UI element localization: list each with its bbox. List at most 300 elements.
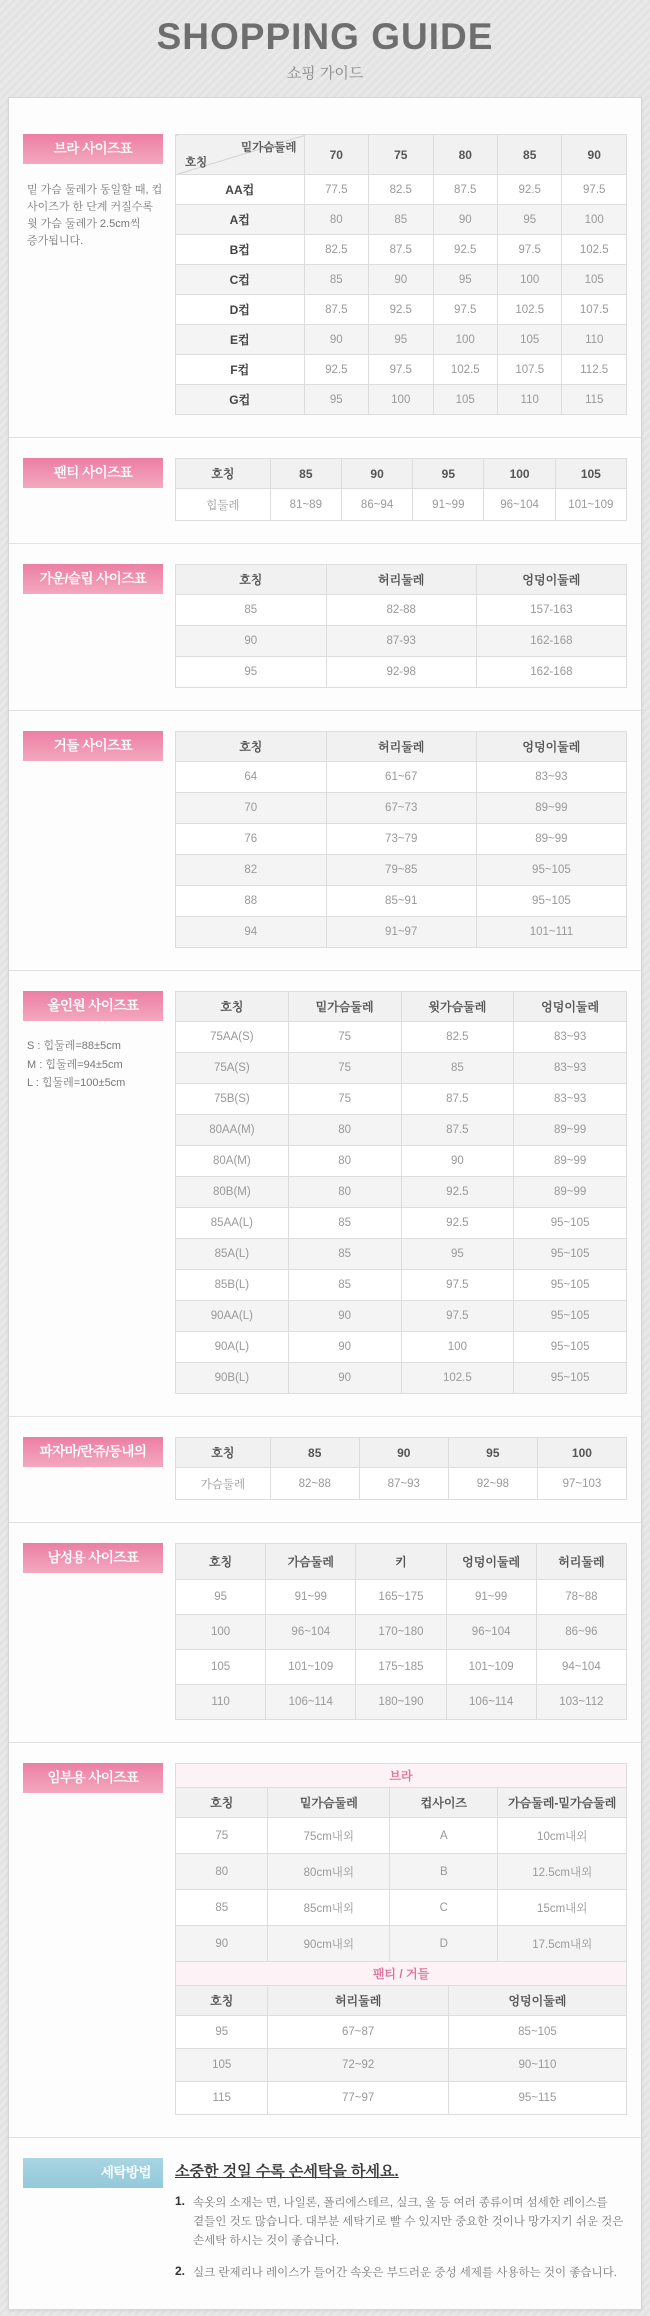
table-header-row [176, 1438, 627, 1468]
table-subtitle: 팬티 / 거들 [176, 1962, 627, 1986]
table-cell: 105 [176, 2049, 268, 2082]
table-cell: 87.5 [401, 1084, 514, 1115]
column-header: 90 [359, 1438, 448, 1468]
column-header: 100 [537, 1438, 626, 1468]
table-cell: 힙둘레 [176, 489, 271, 521]
table-cell: 90 [176, 626, 327, 657]
bra-size-table [175, 134, 627, 415]
table-cell: 79~85 [326, 855, 476, 886]
column-header: 엉덩이둘레 [446, 1544, 536, 1580]
table-cell: 89~99 [514, 1115, 627, 1146]
table-cell: 95~105 [514, 1301, 627, 1332]
wash-item [175, 2194, 627, 2251]
table-cell: 90 [176, 1926, 268, 1962]
table-cell: 83~93 [514, 1022, 627, 1053]
table-row [176, 1363, 627, 1394]
table-cell: 90 [433, 205, 497, 235]
table-row [176, 1818, 627, 1854]
table-cell: 91~99 [413, 489, 484, 521]
table-cell: 90 [369, 265, 433, 295]
section-panty [23, 458, 627, 521]
table-cell: 92~98 [448, 1468, 537, 1500]
table-cell: 67~73 [326, 793, 476, 824]
row-label: AA컵 [176, 175, 305, 205]
page-title: SHOPPING GUIDE [156, 16, 494, 57]
table-cell: 67~87 [268, 2016, 448, 2049]
table-cell: 112.5 [562, 355, 627, 385]
section-allinone [23, 991, 627, 1394]
table-cell: 157-163 [476, 595, 626, 626]
table-cell: 92.5 [433, 235, 497, 265]
section-label-maternity: 임부용 사이즈표 [23, 1763, 163, 1793]
column-header: 호칭 [176, 1544, 266, 1580]
table-cell: 75 [288, 1084, 401, 1115]
table-cell: 100 [369, 385, 433, 415]
table-cell: 가슴둘레 [176, 1468, 271, 1500]
table-cell: 85 [176, 595, 327, 626]
column-header: 90 [562, 135, 627, 175]
table-cell: 100 [497, 265, 561, 295]
table-cell: 106~114 [266, 1685, 356, 1720]
table-cell: 97.5 [401, 1270, 514, 1301]
gown-slip-size-table [175, 564, 627, 688]
table-cell: 101~111 [476, 917, 626, 948]
table-cell: 85~91 [326, 886, 476, 917]
table-cell: 95~105 [514, 1332, 627, 1363]
table-row [176, 1890, 627, 1926]
table-row [176, 855, 627, 886]
section-label-pajama: 파자마/란쥬/동내의 [23, 1437, 163, 1467]
table-cell: 89~99 [514, 1146, 627, 1177]
table-cell: 105 [176, 1650, 266, 1685]
table-cell: 97.5 [401, 1301, 514, 1332]
table-cell: 100 [433, 325, 497, 355]
table-cell: 78~88 [536, 1580, 626, 1615]
table-cell: 85 [288, 1270, 401, 1301]
table-cell: 85 [369, 205, 433, 235]
table-cell: 80 [288, 1177, 401, 1208]
table-cell: 83~93 [514, 1053, 627, 1084]
table-cell: 80AA(M) [176, 1115, 289, 1146]
table-cell: 82-88 [326, 595, 476, 626]
section-divider [9, 543, 641, 544]
allinone-size-table [175, 991, 627, 1394]
table-header-row [176, 565, 627, 595]
table-cell: 95~105 [514, 1363, 627, 1394]
row-label: F컵 [176, 355, 305, 385]
column-header: 호칭 [176, 1788, 268, 1818]
table-row [176, 1022, 627, 1053]
table-row [176, 1301, 627, 1332]
table-row [176, 1854, 627, 1890]
table-cell: D [390, 1926, 498, 1962]
row-label: E컵 [176, 325, 305, 355]
table-cell: 91~99 [266, 1580, 356, 1615]
table-cell: 75 [288, 1022, 401, 1053]
table-cell: 102.5 [497, 295, 561, 325]
column-header: 엉덩이둘레 [448, 1986, 626, 2016]
table-cell: 61~67 [326, 762, 476, 793]
table-header-row [176, 1544, 627, 1580]
table-cell: 87.5 [433, 175, 497, 205]
table-cell: 80B(M) [176, 1177, 289, 1208]
table-row [176, 793, 627, 824]
table-cell: 82.5 [304, 235, 368, 265]
table-cell: 95 [304, 385, 368, 415]
table-cell: 88 [176, 886, 327, 917]
table-row [176, 1926, 627, 1962]
table-cell: 80 [288, 1146, 401, 1177]
column-header: 90 [341, 459, 412, 489]
column-header: 윗가슴둘레 [401, 992, 514, 1022]
table-cell: 86~96 [536, 1615, 626, 1650]
table-subtitle: 브라 [176, 1764, 627, 1788]
column-header: 85 [497, 135, 561, 175]
column-header: 밑가슴둘레 [288, 992, 401, 1022]
table-cell: 97.5 [433, 295, 497, 325]
table-row [176, 235, 627, 265]
table-header-row [176, 732, 627, 762]
table-cell: 81~89 [270, 489, 341, 521]
allinone-note-s: S : 힙둘레=88±5cm [27, 1040, 121, 1052]
table-row [176, 626, 627, 657]
table-row [176, 1177, 627, 1208]
column-header: 95 [448, 1438, 537, 1468]
table-cell: 89~99 [476, 793, 626, 824]
table-cell: 94 [176, 917, 327, 948]
wash-item-number: 2. [175, 2263, 186, 2278]
table-cell: 83~93 [476, 762, 626, 793]
table-row [176, 1685, 627, 1720]
column-header: 호칭 [176, 459, 271, 489]
table-cell: 75cm내외 [268, 1818, 390, 1854]
table-cell: 87~93 [359, 1468, 448, 1500]
bra-note: 밑 가슴 둘레가 동일할 때, 컵 사이즈가 한 단계 커질수록 윗 가슴 둘레가 2.5cm씩 증가됩니다. [27, 184, 163, 248]
table-cell: 85cm내외 [268, 1890, 390, 1926]
table-cell: 82.5 [401, 1022, 514, 1053]
diagonal-header-top-label: 밑가슴둘레 [240, 142, 297, 154]
column-header: 70 [304, 135, 368, 175]
table-cell: A [390, 1818, 498, 1854]
table-subtitle-row [176, 1764, 627, 1788]
column-header: 100 [484, 459, 555, 489]
table-cell: 97.5 [562, 175, 627, 205]
wash-item-text: 속옷의 소재는 면, 나일론, 폴리에스테르, 실크, 울 등 여러 종류이며 섬세한 레이스를 곁들인 것도 많습니다. 대부분 세탁기로 빨 수 있지만 중요한 것이나 망가지기 쉬운 것은 손세탁 하시는 것이 좋습니다. [193, 2197, 624, 2247]
table-row [176, 175, 627, 205]
table-cell: 100 [401, 1332, 514, 1363]
table-cell: 95~105 [514, 1270, 627, 1301]
column-header: 95 [413, 459, 484, 489]
table-cell: 90 [288, 1363, 401, 1394]
table-cell: 83~93 [514, 1084, 627, 1115]
table-row [176, 2082, 627, 2115]
table-cell: 105 [497, 325, 561, 355]
section-pajama [23, 1437, 627, 1500]
column-header: 105 [555, 459, 626, 489]
table-cell: 103~112 [536, 1685, 626, 1720]
column-header: 엉덩이둘레 [476, 732, 626, 762]
table-cell: 97~103 [537, 1468, 626, 1500]
section-label-girdle: 거들 사이즈표 [23, 731, 163, 761]
table-cell: 92.5 [401, 1208, 514, 1239]
table-cell: 95 [401, 1239, 514, 1270]
table-cell: 87.5 [304, 295, 368, 325]
row-label: A컵 [176, 205, 305, 235]
table-row [176, 1468, 627, 1500]
section-label-allinone: 올인원 사이즈표 [23, 991, 163, 1021]
wash-title: 소중한 것일 수록 손세탁을 하세요. [175, 2163, 399, 2180]
table-cell: 90AA(L) [176, 1301, 289, 1332]
diagonal-header-bottom-label: 호칭 [185, 157, 208, 169]
table-row [176, 1084, 627, 1115]
table-cell: 95 [433, 265, 497, 295]
section-bra-side [23, 134, 175, 250]
table-row [176, 1615, 627, 1650]
table-row [176, 1208, 627, 1239]
table-cell: 101~109 [446, 1650, 536, 1685]
table-row [176, 355, 627, 385]
column-header: 가슴둘레 [266, 1544, 356, 1580]
table-row [176, 2016, 627, 2049]
column-header: 허리둘레 [326, 565, 476, 595]
table-cell: 95~115 [448, 2082, 626, 2115]
row-label: C컵 [176, 265, 305, 295]
table-row [176, 1115, 627, 1146]
wash-item-text: 실크 란제리나 레이스가 들어간 속옷은 부드러운 중성 세제를 사용하는 것이 좋습니다. [193, 2266, 617, 2279]
table-cell: 85 [288, 1239, 401, 1270]
table-cell: 162-168 [476, 657, 626, 688]
table-header-row [176, 459, 627, 489]
table-cell: 75AA(S) [176, 1022, 289, 1053]
section-divider [9, 1742, 641, 1743]
table-row [176, 325, 627, 355]
table-cell: 180~190 [356, 1685, 446, 1720]
table-cell: 72~92 [268, 2049, 448, 2082]
table-cell: 110 [562, 325, 627, 355]
column-header: 엉덩이둘레 [476, 565, 626, 595]
table-cell: 85 [176, 1890, 268, 1926]
table-cell: 165~175 [356, 1580, 446, 1615]
table-cell: 82 [176, 855, 327, 886]
table-cell: 115 [176, 2082, 268, 2115]
table-cell: B [390, 1854, 498, 1890]
wash-item [175, 2264, 627, 2283]
section-label-gown-slip: 가운/슬립 사이즈표 [23, 564, 163, 594]
table-cell: 75 [176, 1818, 268, 1854]
table-cell: 92.5 [369, 295, 433, 325]
section-girdle [23, 731, 627, 948]
table-cell: 17.5cm내외 [498, 1926, 627, 1962]
table-cell: 90B(L) [176, 1363, 289, 1394]
table-cell: 90 [288, 1332, 401, 1363]
table-cell: 85~105 [448, 2016, 626, 2049]
table-row [176, 385, 627, 415]
table-cell: 87.5 [401, 1115, 514, 1146]
table-row [176, 1053, 627, 1084]
table-cell: 95~105 [514, 1239, 627, 1270]
table-cell: 95 [497, 205, 561, 235]
table-cell: 95~105 [476, 855, 626, 886]
table-cell: 70 [176, 793, 327, 824]
allinone-note-l: L : 힙둘레=100±5cm [27, 1077, 126, 1090]
table-row [176, 1580, 627, 1615]
table-cell: 95 [369, 325, 433, 355]
table-cell: 82.5 [369, 175, 433, 205]
table-cell: 115 [562, 385, 627, 415]
table-row [176, 2049, 627, 2082]
table-cell: 102.5 [433, 355, 497, 385]
table-cell: 95~105 [514, 1208, 627, 1239]
table-header-row [176, 992, 627, 1022]
table-cell: 90 [304, 325, 368, 355]
row-label: D컵 [176, 295, 305, 325]
table-cell: 80A(M) [176, 1146, 289, 1177]
section-divider [9, 437, 641, 438]
table-row [176, 1239, 627, 1270]
table-cell: 110 [176, 1685, 266, 1720]
table-cell: 101~109 [266, 1650, 356, 1685]
table-cell: 90 [288, 1301, 401, 1332]
column-header: 호칭 [176, 992, 289, 1022]
allinone-note-m: M : 힙둘레=94±5cm [27, 1058, 123, 1071]
table-cell: 75A(S) [176, 1053, 289, 1084]
table-cell: 102.5 [562, 235, 627, 265]
column-header: 85 [270, 1438, 359, 1468]
column-header: 가슴둘레-밑가슴둘레 [498, 1788, 627, 1818]
table-cell: 90cm내외 [268, 1926, 390, 1962]
column-header: 75 [369, 135, 433, 175]
content-card [8, 97, 642, 2310]
table-cell: 85 [401, 1053, 514, 1084]
table-row [176, 917, 627, 948]
column-header: 키 [356, 1544, 446, 1580]
page-subtitle: 쇼핑 가이드 [286, 65, 364, 82]
table-cell: 92-98 [326, 657, 476, 688]
table-cell: 105 [562, 265, 627, 295]
column-header: 허리둘레 [326, 732, 476, 762]
section-divider [9, 1416, 641, 1417]
table-cell: 107.5 [497, 355, 561, 385]
section-divider [9, 1522, 641, 1523]
mens-size-table [175, 1543, 627, 1720]
table-cell: 95 [176, 1580, 266, 1615]
table-cell: 101~109 [555, 489, 626, 521]
table-cell: 92.5 [304, 355, 368, 385]
section-divider [9, 710, 641, 711]
table-cell: 90~110 [448, 2049, 626, 2082]
table-cell: 94~104 [536, 1650, 626, 1685]
table-cell: 102.5 [401, 1363, 514, 1394]
table-cell: 87.5 [369, 235, 433, 265]
table-cell: 76 [176, 824, 327, 855]
table-cell: 100 [176, 1615, 266, 1650]
table-cell: 15cm내외 [498, 1890, 627, 1926]
table-cell: 89~99 [476, 824, 626, 855]
table-header-row [176, 1788, 627, 1818]
table-cell: 77.5 [304, 175, 368, 205]
table-row [176, 1146, 627, 1177]
section-divider [9, 970, 641, 971]
table-cell: 10cm내외 [498, 1818, 627, 1854]
table-row [176, 205, 627, 235]
table-cell: 106~114 [446, 1685, 536, 1720]
table-cell: 73~79 [326, 824, 476, 855]
column-header: 컵사이즈 [390, 1788, 498, 1818]
section-label-mens: 남성용 사이즈표 [23, 1543, 163, 1573]
table-cell: 96~104 [484, 489, 555, 521]
column-header: 호칭 [176, 565, 327, 595]
table-cell: 96~104 [266, 1615, 356, 1650]
row-label: B컵 [176, 235, 305, 265]
table-cell: 85 [288, 1208, 401, 1239]
table-cell: 107.5 [562, 295, 627, 325]
column-header: 호칭 [176, 732, 327, 762]
table-header-row [176, 135, 627, 175]
table-cell: 85B(L) [176, 1270, 289, 1301]
table-row [176, 762, 627, 793]
table-cell: 86~94 [341, 489, 412, 521]
section-maternity [23, 1763, 627, 2115]
table-cell: 110 [497, 385, 561, 415]
column-header: 허리둘레 [268, 1986, 448, 2016]
table-row [176, 265, 627, 295]
table-cell: 92.5 [401, 1177, 514, 1208]
table-cell: 77~97 [268, 2082, 448, 2115]
maternity-bra-size-table [175, 1763, 627, 1962]
section-label-bra: 브라 사이즈표 [23, 134, 163, 164]
section-mens [23, 1543, 627, 1720]
table-cell: 95~105 [476, 886, 626, 917]
column-header: 허리둘레 [536, 1544, 626, 1580]
table-cell: 80 [304, 205, 368, 235]
table-cell: 12.5cm내외 [498, 1854, 627, 1890]
table-row [176, 657, 627, 688]
table-cell: 105 [433, 385, 497, 415]
table-cell: 97.5 [497, 235, 561, 265]
table-cell: 85 [304, 265, 368, 295]
column-header: 호칭 [176, 1438, 271, 1468]
pajama-size-table [175, 1437, 627, 1500]
section-label-panty: 팬티 사이즈표 [23, 458, 163, 488]
table-row [176, 824, 627, 855]
column-header: 85 [270, 459, 341, 489]
table-cell: 90 [401, 1146, 514, 1177]
maternity-panty-girdle-size-table [175, 1961, 627, 2115]
table-row [176, 1270, 627, 1301]
column-header: 호칭 [176, 1986, 268, 2016]
table-cell: 80 [288, 1115, 401, 1146]
table-cell: 162-168 [476, 626, 626, 657]
row-label: G컵 [176, 385, 305, 415]
page-header [0, 0, 650, 97]
table-row [176, 886, 627, 917]
table-cell: 64 [176, 762, 327, 793]
table-cell: 87-93 [326, 626, 476, 657]
table-row [176, 489, 627, 521]
girdle-size-table [175, 731, 627, 948]
section-divider [9, 2137, 641, 2138]
table-cell: 85A(L) [176, 1239, 289, 1270]
table-cell: 91~97 [326, 917, 476, 948]
table-cell: 97.5 [369, 355, 433, 385]
table-cell: 91~99 [446, 1580, 536, 1615]
table-row [176, 1650, 627, 1685]
table-cell: 92.5 [497, 175, 561, 205]
table-cell: 75 [288, 1053, 401, 1084]
table-row [176, 595, 627, 626]
table-cell: 90A(L) [176, 1332, 289, 1363]
table-row [176, 1332, 627, 1363]
